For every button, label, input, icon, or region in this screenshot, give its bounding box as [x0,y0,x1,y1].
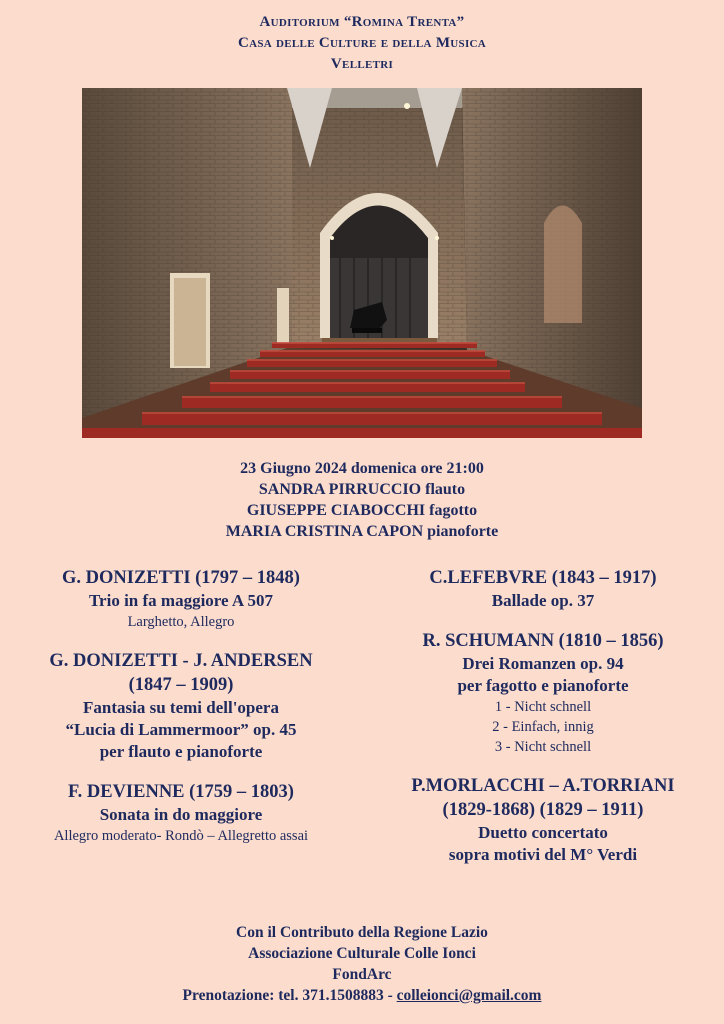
program-piece [362,629,724,757]
venue-subtitle: Casa delle Culture e della Musica [237,35,487,51]
performer-piano: MARIA CRISTINA CAPON pianoforte [225,523,499,540]
piece-movement: 2 - Einfach, innig [492,719,594,735]
piece-title: per fagotto e pianoforte [457,676,629,695]
venue-city: Velletri [330,56,394,72]
performer-bassoon: GIUSEPPE CIABOCCHI fagotto [246,502,478,519]
performer-flute: SANDRA PIRRUCCIO flauto [258,481,466,498]
event-info [0,458,724,542]
piece-title: sopra motivi del M° Verdi [448,845,638,864]
program-piece [362,774,724,866]
piece-movement: 1 - Nicht schnell [494,699,592,715]
piece-title: Duetto concertato [478,823,608,842]
event-date: 23 Giugno 2024 domenica ore 21:00 [240,460,484,477]
composer: G. DONIZETTI (1797 – 1848) [62,568,300,588]
piece-title: per flauto e pianoforte [99,742,263,761]
email-link[interactable]: colleionci@gmail.com [396,987,542,1004]
composer: G. DONIZETTI - J. ANDERSEN [49,651,313,671]
program-piece [0,566,362,632]
venue-name: Auditorium “Romina Trenta” [259,14,465,30]
sponsor-region: Con il Contributo della Regione Lazio [236,924,488,941]
venue-header [0,12,724,75]
program-right-column [362,566,724,883]
piece-title: Fantasia su temi dell'opera [83,698,279,717]
footer [0,922,724,1006]
piece-movement: 3 - Nicht schnell [494,739,592,755]
piece-movements: Larghetto, Allegro [127,614,235,630]
program-left-column [0,566,362,863]
piece-title: Drei Romanzen op. 94 [462,654,624,673]
program-piece [362,566,724,612]
composer: P.MORLACCHI – A.TORRIANI [411,776,675,796]
piece-movements: Allegro moderato- Rondò – Allegretto assai [53,828,309,844]
booking-phone: Prenotazione: tel. 371.1508883 - [182,987,397,1004]
composer-dates: (1847 – 1909) [128,675,234,695]
composer: C.LEFEBVRE (1843 – 1917) [429,568,657,588]
composer-dates: (1829-1868) (1829 – 1911) [442,800,644,820]
program-piece [0,780,362,846]
piece-title: Ballade op. 37 [491,591,595,610]
composer: R. SCHUMANN (1810 – 1856) [422,631,664,651]
booking-line [0,985,724,1006]
program-piece [0,649,362,763]
piece-title: Trio in fa maggiore A 507 [88,591,273,610]
auditorium-photo [82,88,642,438]
sponsor-association: Associazione Culturale Colle Ionci [248,945,476,962]
piece-title: “Lucia di Lammermoor” op. 45 [65,720,297,739]
sponsor-fondarc: FondArc [332,966,392,983]
composer: F. DEVIENNE (1759 – 1803) [68,782,294,802]
piece-title: Sonata in do maggiore [99,805,263,824]
